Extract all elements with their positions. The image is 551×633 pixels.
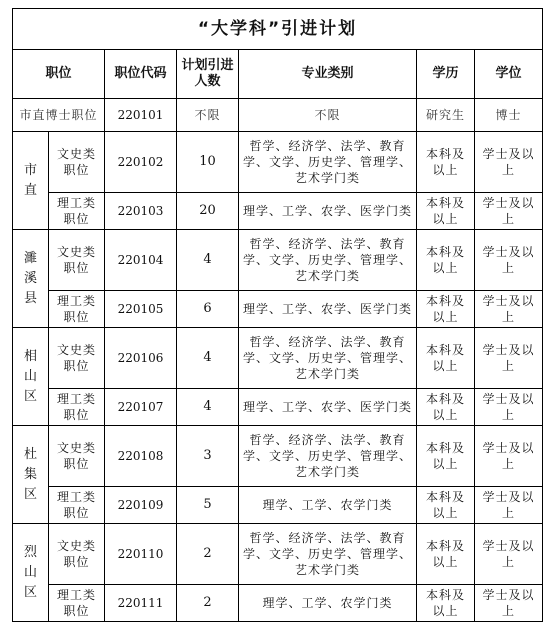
education-cell: 本科及以上: [417, 426, 475, 487]
major-cell: 哲学、经济学、法学、教育学、文学、历史学、管理学、艺术学门类: [239, 524, 417, 585]
header-major: 专业类别: [239, 50, 417, 99]
code-cell: 220102: [105, 132, 177, 193]
degree-cell: 学士及以上: [475, 193, 543, 230]
degree-cell: 学士及以上: [475, 585, 543, 622]
education-cell: 本科及以上: [417, 291, 475, 328]
degree-cell: 学士及以上: [475, 389, 543, 426]
position-cell: 文史类职位: [49, 132, 105, 193]
code-cell: 220107: [105, 389, 177, 426]
code-cell: 220110: [105, 524, 177, 585]
plan-cell: 4: [177, 389, 239, 426]
table-row: [13, 487, 543, 524]
plan-cell: 2: [177, 585, 239, 622]
code-cell: 220108: [105, 426, 177, 487]
table-title: “大学科”引进计划: [13, 9, 543, 50]
header-row: [13, 50, 543, 99]
table-row: [13, 585, 543, 622]
position-cell: 市直博士职位: [13, 99, 105, 132]
education-cell: 本科及以上: [417, 524, 475, 585]
position-cell: 文史类职位: [49, 426, 105, 487]
code-cell: 220106: [105, 328, 177, 389]
major-cell: 不限: [239, 99, 417, 132]
degree-cell: 学士及以上: [475, 328, 543, 389]
code-cell: 220109: [105, 487, 177, 524]
recruitment-plan-table: [12, 8, 543, 622]
education-cell: 本科及以上: [417, 487, 475, 524]
region-name: 相山区: [23, 348, 37, 404]
region-name: 烈山区: [23, 544, 37, 600]
education-cell: 本科及以上: [417, 230, 475, 291]
plan-cell: 6: [177, 291, 239, 328]
region-name: 市直: [23, 162, 37, 198]
code-cell: 220111: [105, 585, 177, 622]
position-cell: 理工类职位: [49, 193, 105, 230]
education-cell: 本科及以上: [417, 585, 475, 622]
degree-cell: 学士及以上: [475, 291, 543, 328]
region-cell: [13, 230, 49, 328]
education-cell: 研究生: [417, 99, 475, 132]
position-cell: 文史类职位: [49, 328, 105, 389]
code-cell: 220103: [105, 193, 177, 230]
plan-cell: 2: [177, 524, 239, 585]
table-row: [13, 132, 543, 193]
table-row: [13, 99, 543, 132]
major-cell: 理学、工学、农学门类: [239, 585, 417, 622]
position-cell: 理工类职位: [49, 585, 105, 622]
header-plan: 计划引进人数: [177, 50, 239, 99]
position-cell: 理工类职位: [49, 291, 105, 328]
education-cell: 本科及以上: [417, 389, 475, 426]
region-cell: [13, 524, 49, 622]
major-cell: 哲学、经济学、法学、教育学、文学、历史学、管理学、艺术学门类: [239, 328, 417, 389]
degree-cell: 学士及以上: [475, 426, 543, 487]
code-cell: 220104: [105, 230, 177, 291]
major-cell: 理学、工学、农学门类: [239, 487, 417, 524]
education-cell: 本科及以上: [417, 328, 475, 389]
education-cell: 本科及以上: [417, 132, 475, 193]
region-name: 濉溪县: [23, 250, 37, 306]
table-row: [13, 328, 543, 389]
header-position: 职位: [13, 50, 105, 99]
degree-cell: 学士及以上: [475, 230, 543, 291]
position-cell: 文史类职位: [49, 524, 105, 585]
region-cell: [13, 328, 49, 426]
table-row: [13, 524, 543, 585]
major-cell: 理学、工学、农学、医学门类: [239, 389, 417, 426]
table-row: [13, 291, 543, 328]
major-cell: 哲学、经济学、法学、教育学、文学、历史学、管理学、艺术学门类: [239, 426, 417, 487]
header-code: 职位代码: [105, 50, 177, 99]
degree-cell: 学士及以上: [475, 487, 543, 524]
region-cell: [13, 426, 49, 524]
code-cell: 220101: [105, 99, 177, 132]
degree-cell: 学士及以上: [475, 524, 543, 585]
plan-cell: 不限: [177, 99, 239, 132]
plan-cell: 3: [177, 426, 239, 487]
position-cell: 理工类职位: [49, 487, 105, 524]
code-cell: 220105: [105, 291, 177, 328]
table-row: [13, 389, 543, 426]
plan-cell: 4: [177, 230, 239, 291]
region-cell: [13, 132, 49, 230]
table-row: [13, 193, 543, 230]
table-row: [13, 230, 543, 291]
major-cell: 哲学、经济学、法学、教育学、文学、历史学、管理学、艺术学门类: [239, 132, 417, 193]
region-name: 杜集区: [23, 446, 37, 502]
major-cell: 理学、工学、农学、医学门类: [239, 193, 417, 230]
position-cell: 理工类职位: [49, 389, 105, 426]
degree-cell: 学士及以上: [475, 132, 543, 193]
degree-cell: 博士: [475, 99, 543, 132]
major-cell: 哲学、经济学、法学、教育学、文学、历史学、管理学、艺术学门类: [239, 230, 417, 291]
plan-cell: 10: [177, 132, 239, 193]
header-degree: 学位: [475, 50, 543, 99]
plan-cell: 5: [177, 487, 239, 524]
plan-cell: 4: [177, 328, 239, 389]
plan-cell: 20: [177, 193, 239, 230]
position-cell: 文史类职位: [49, 230, 105, 291]
table-row: [13, 426, 543, 487]
education-cell: 本科及以上: [417, 193, 475, 230]
header-education: 学历: [417, 50, 475, 99]
major-cell: 理学、工学、农学、医学门类: [239, 291, 417, 328]
